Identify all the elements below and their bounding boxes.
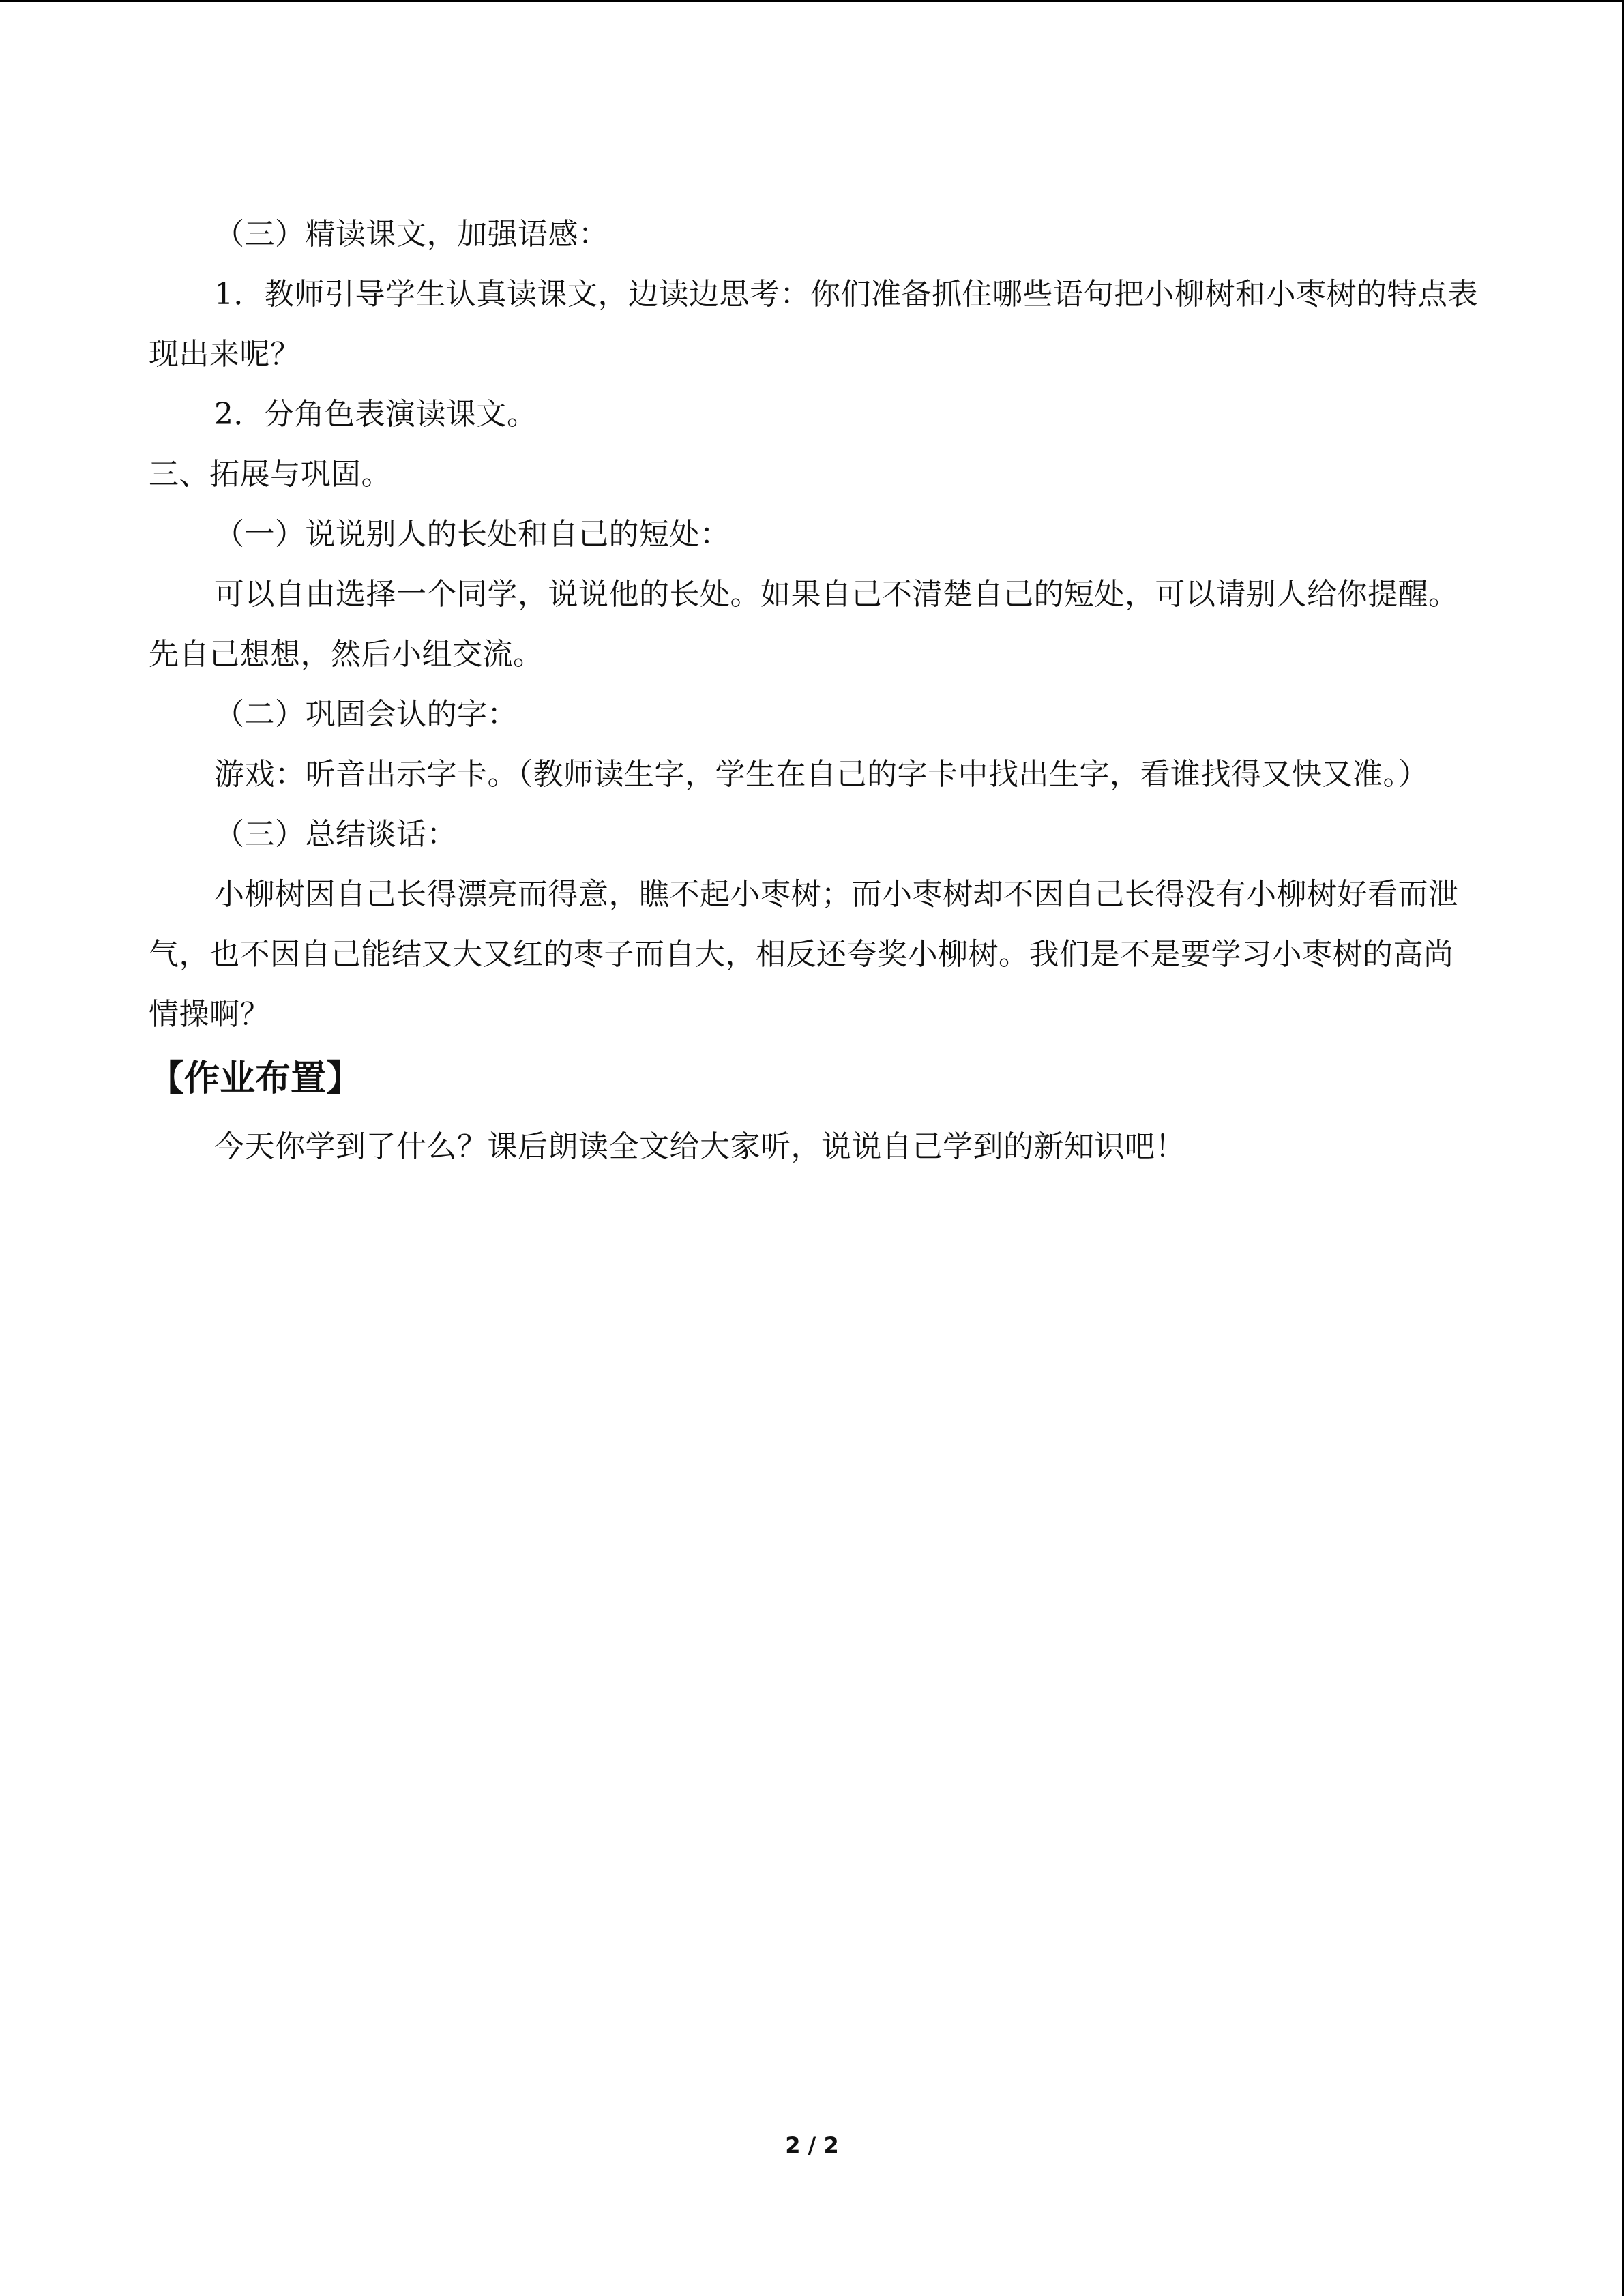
homework-paragraph: 今天你学到了什么？课后朗读全文给大家听，说说自己学到的新知识吧！: [214, 1129, 1185, 1164]
subsection-review-characters: （二）巩固会认的字：: [214, 697, 518, 732]
page-border-top: [0, 0, 1624, 2]
document-body: [149, 205, 1480, 1177]
subsection-strengths-weaknesses: （一）说说别人的长处和自己的短处：: [214, 517, 730, 552]
summary-paragraph: 小柳树因自己长得漂亮而得意，瞧不起小枣树；而小枣树却不因自己长得没有小柳树好看而泄气，也不因自己能结又大又红的枣子而自大，相反还夸奖小柳树。我们是不是要学习小枣树的高尚情操啊？: [149, 877, 1459, 1032]
step-2-paragraph: 2．分角色表演读课文。: [214, 397, 537, 432]
strengths-paragraph: 可以自由选择一个同学，说说他的长处。如果自己不清楚自己的短处，可以请别人给你提醒。先自己想想，然后小组交流。: [149, 577, 1459, 672]
game-paragraph: 游戏：听音出示字卡。（教师读生字，学生在自己的字卡中找出生字，看谁找得又快又准。）: [214, 757, 1429, 792]
subsection-intensive-reading: （三）精读课文，加强语感：: [214, 217, 609, 252]
subsection-summary: （三）总结谈话：: [214, 817, 457, 852]
homework-heading: 【作业布置】: [149, 1058, 362, 1099]
step-1-paragraph: 1．教师引导学生认真读课文，边读边思考：你们准备抓住哪些语句把小柳树和小枣树的特点表现出来呢？: [149, 277, 1478, 372]
section-extension-heading: 三、拓展与巩固。: [149, 457, 392, 492]
page-number: 2 / 2: [785, 2132, 839, 2158]
